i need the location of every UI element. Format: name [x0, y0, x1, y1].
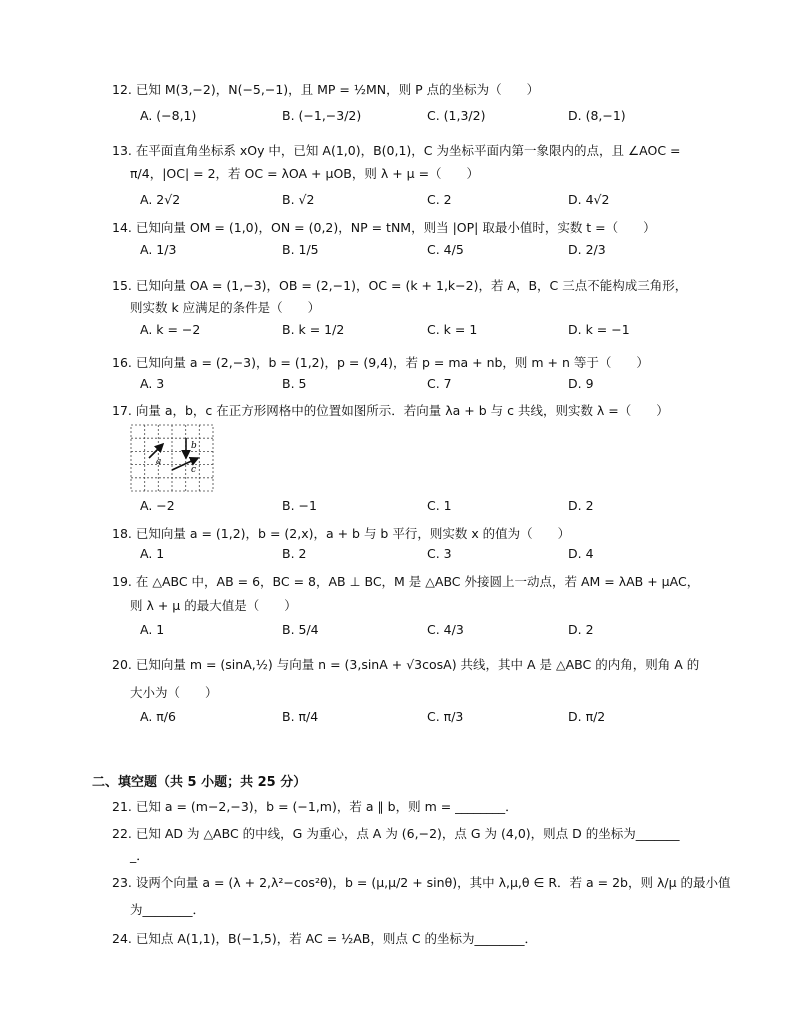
question-18: 18. 已知向量 a = (1,2)，b = (2,x)，a + b 与 b 平行，则实数 x 的值为（ ）	[112, 526, 571, 541]
option-c: C. (1,3/2)	[427, 108, 486, 123]
question-14: 14. 已知向量 OM = (1,0)，ON = (0,2)，NP = tNM，则当 |OP| 取最小值时，实数 t =（ ）	[112, 220, 656, 235]
option-c: C. 3	[427, 546, 452, 561]
question-24: 24. 已知点 A(1,1)，B(−1,5)，若 AC = ½AB，则点 C 的坐标为________．	[112, 931, 538, 946]
option-b: B. (−1,−3/2)	[282, 108, 362, 123]
question-12: 12. 已知 M(3,−2)，N(−5,−1)，且 MP = ½MN，则 P 点的坐标为（ ）	[112, 82, 540, 97]
option-d: D. (8,−1)	[568, 108, 626, 123]
question-19: 19. 在 △ABC 中，AB = 6，BC = 8，AB ⊥ BC，M 是 △ABC 外接圆上一动点，若 AM = λAB + μAC，	[112, 574, 700, 589]
option-d: D. 4√2	[568, 192, 610, 207]
grid-lines	[131, 425, 213, 491]
option-c: C. 4/5	[427, 242, 464, 257]
section-title: 二、填空题（共 5 小题；共 25 分）	[92, 775, 307, 790]
vector-grid-figure	[130, 424, 214, 492]
question-20-continued: 大小为（ ）	[130, 685, 218, 700]
option-a: A. 1	[140, 622, 165, 637]
question-13-options	[140, 192, 700, 210]
question-15-options	[140, 322, 700, 340]
question-19-continued: 则 λ + μ 的最大值是（ ）	[130, 598, 297, 613]
option-c: C. 7	[427, 376, 452, 391]
question-17: 17. 向量 a，b，c 在正方形网格中的位置如图所示．若向量 λa + b 与 c 共线，则实数 λ =（ ）	[112, 403, 669, 418]
option-d: D. 2	[568, 622, 594, 637]
question-13: 13. 在平面直角坐标系 xOy 中，已知 A(1,0)，B(0,1)，C 为坐标平面内第一象限内的点，且 ∠AOC =	[112, 143, 681, 158]
option-b: B. k = 1/2	[282, 322, 345, 337]
option-c: C. 1	[427, 498, 452, 513]
option-c: C. 2	[427, 192, 452, 207]
question-13-continued: π/4，|OC| = 2，若 OC = λOA + μOB，则 λ + μ =（ ）	[130, 166, 480, 181]
option-b: B. 1/5	[282, 242, 319, 257]
option-a: A. 1	[140, 546, 165, 561]
option-c: C. k = 1	[427, 322, 478, 337]
option-a: A. 1/3	[140, 242, 177, 257]
option-b: B. 5	[282, 376, 307, 391]
option-c: C. 4/3	[427, 622, 464, 637]
option-a: A. 3	[140, 376, 165, 391]
option-a: A. −2	[140, 498, 175, 513]
label-c: c	[191, 465, 197, 475]
question-21: 21. 已知 a = (m−2,−3)，b = (−1,m)，若 a ∥ b，则 m = ________．	[112, 799, 518, 814]
option-d: D. 2	[568, 498, 594, 513]
option-d: D. 2/3	[568, 242, 606, 257]
question-19-options	[140, 622, 700, 640]
option-b: B. −1	[282, 498, 317, 513]
label-a: a	[156, 457, 162, 467]
question-16: 16. 已知向量 a = (2,−3)，b = (1,2)，p = (9,4)，若 p = ma + nb，则 m + n 等于（ ）	[112, 355, 649, 370]
option-b: B. π/4	[282, 709, 319, 724]
option-d: D. π/2	[568, 709, 606, 724]
question-17-options	[140, 498, 700, 516]
question-20-options	[140, 709, 700, 727]
question-16-options	[140, 376, 700, 394]
question-23: 23. 设两个向量 a = (λ + 2,λ²−cos²θ)，b = (μ,μ/2 + sinθ)，其中 λ,μ,θ ∈ R．若 a = 2b，则 λ/μ 的最小值	[112, 875, 731, 890]
option-b: B. √2	[282, 192, 315, 207]
option-c: C. π/3	[427, 709, 464, 724]
label-b: b	[191, 441, 197, 451]
option-b: B. 2	[282, 546, 307, 561]
question-20: 20. 已知向量 m = (sinA,½) 与向量 n = (3,sinA + √3cosA) 共线，其中 A 是 △ABC 的内角，则角 A 的	[112, 657, 700, 672]
option-a: A. k = −2	[140, 322, 201, 337]
option-a: A. 2√2	[140, 192, 181, 207]
question-22: 22. 已知 AD 为 △ABC 的中线，G 为重心，点 A 为 (6,−2)，点 G 为 (4,0)，则点 D 的坐标为_______	[112, 826, 680, 841]
option-b: B. 5/4	[282, 622, 319, 637]
option-d: D. 9	[568, 376, 594, 391]
option-a: A. π/6	[140, 709, 176, 724]
question-15: 15. 已知向量 OA = (1,−3)，OB = (2,−1)，OC = (k + 1,k−2)，若 A，B，C 三点不能构成三角形，	[112, 278, 688, 293]
question-22-continued: _．	[130, 848, 149, 863]
option-a: A. (−8,1)	[140, 108, 197, 123]
question-18-options	[140, 546, 700, 564]
option-d: D. k = −1	[568, 322, 630, 337]
question-15-continued: 则实数 k 应满足的条件是（ ）	[130, 300, 321, 315]
question-12-options	[140, 108, 700, 126]
question-23-continued: 为________．	[130, 902, 206, 917]
question-14-options	[140, 242, 700, 260]
option-d: D. 4	[568, 546, 594, 561]
